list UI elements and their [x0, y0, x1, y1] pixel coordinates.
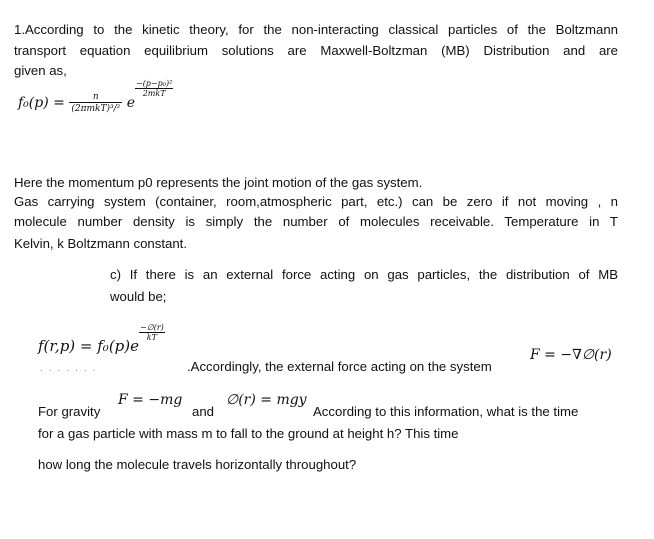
intro-line-2: transport equation equilibrium solutions are Maxwell-Boltzman (MB) Distribution and are: [14, 43, 618, 58]
eq1-exp-numerator: −(p−p₀)²: [135, 79, 173, 88]
para2-line-4: Kelvin, k Boltzmann constant.: [14, 236, 187, 251]
and-word: and: [192, 404, 215, 419]
equation-gravity-potential: ∅(r) = mgy: [226, 392, 307, 408]
eq1-denominator: (2πmkT)³/²: [71, 104, 121, 114]
equation-gradient-force: F = −∇∅(r): [530, 347, 612, 363]
placeholder-dots: .......: [40, 363, 102, 374]
eq2-exp-denominator: kT: [146, 333, 157, 342]
para2-line-1: Here the momentum p0 represents the joint motion of the gas system.: [14, 175, 423, 190]
question-line-3: how long the molecule travels horizontally throughout?: [38, 457, 357, 472]
intro-line-1: 1.According to the kinetic theory, for the non-interacting classical particles of the Boltzmann: [14, 22, 618, 37]
eq1-exp-denominator: 2mkT: [142, 89, 166, 98]
equation-gravity-force: F = −mg: [118, 392, 183, 408]
part-c-line-1: c) If there is an external force acting on gas particles, the distribution of MB: [110, 267, 618, 282]
eq1-base: e: [126, 95, 135, 111]
gravity-prefix: For gravity: [38, 404, 101, 419]
accordingly-text: .Accordingly, the external force acting on the system: [187, 359, 492, 374]
para2-line-2: Gas carrying system (container, room,atmospheric part, etc.) can be zero if not moving , n: [14, 194, 618, 209]
question-line-2: for a gas particle with mass m to fall to the ground at height h? This time: [38, 426, 459, 441]
eq1-fraction: [69, 92, 122, 114]
eq1-numerator: n: [92, 92, 99, 102]
eq1-lhs: f₀(p) =: [18, 95, 65, 111]
intro-line-3: given as,: [14, 63, 67, 78]
eq2-lhs: f(r,p) = f₀(p)e: [38, 337, 140, 355]
eq2-exponent: [139, 323, 165, 342]
para2-line-3: molecule number density is simply the number of molecules receivable. Temperature in T: [14, 214, 618, 229]
eq2-exp-numerator: −∅(r): [140, 323, 164, 332]
part-c-line-2: would be;: [110, 289, 167, 304]
question-line-1-tail: According to this information, what is the time: [313, 404, 579, 419]
eq1-exponent: [135, 79, 173, 98]
equation-mb-distribution: [18, 79, 173, 114]
equation-external-force-distribution: [38, 323, 165, 355]
